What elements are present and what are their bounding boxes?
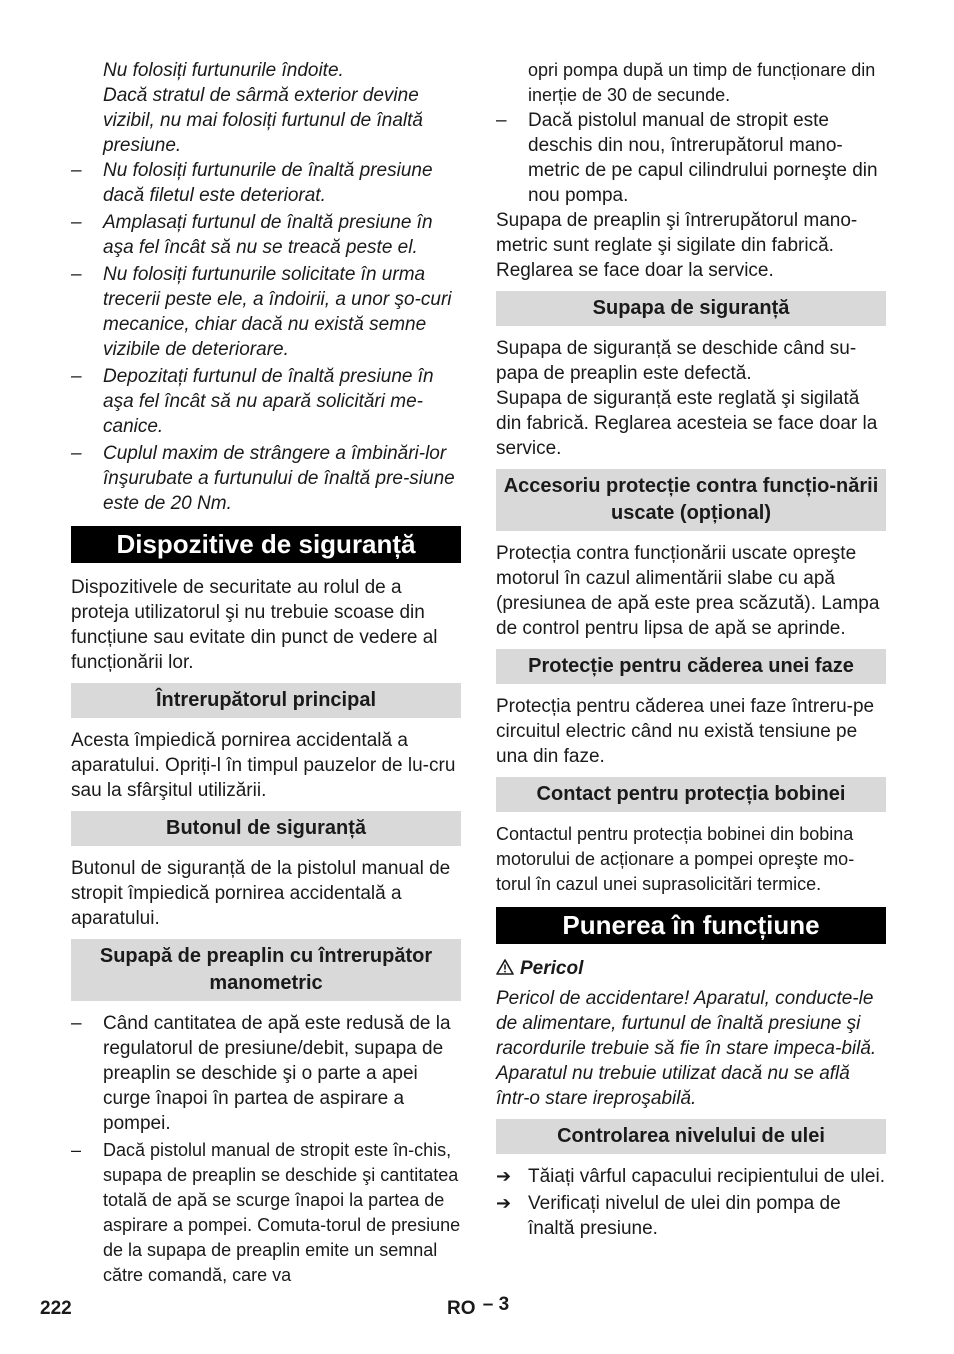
danger-text: Pericol de accidentare! Aparatul, conducte-le de alimentare, furtunul de înaltă presiune şi racordurile trebuie să fie în stare impeca-bilă. Aparatul nu trebuie utilizat dacă nu se află într-o stare ireproşabilă.: [496, 988, 877, 1109]
list-item: [71, 364, 461, 439]
list-item-text: Dacă pistolul manual de stropit este deschis din nou, întrerupătorul mano-metric de pe capul cilindrului porneşte din nou pompa.: [528, 110, 878, 206]
dash-marker: –: [71, 264, 82, 285]
dash-marker: –: [71, 1013, 82, 1034]
list-item-text: Nu folosiți furtunurile de înaltă presiune dacă filetul este deteriorat.: [103, 160, 433, 206]
continuation-text: opri pompa după un timp de funcționare din inerție de 30 de secunde.: [528, 60, 876, 105]
footer-label: [447, 1294, 510, 1320]
subsection-title-safety-valve: Supapa de siguranță: [496, 291, 886, 326]
list-item-text: Cuplul maxim de strângere a îmbinări-lor înşurubate a furtunului de înaltă pre-siune este de 20 Nm.: [103, 443, 455, 514]
footer-section: – 3: [482, 1294, 510, 1315]
section-title-safety-devices: Dispozitive de siguranță: [71, 526, 461, 563]
intro-line-2: Dacă stratul de sârmă exterior devine vizibil, nu mai folosiți furtunul de înaltă presiune.: [103, 85, 423, 156]
subsection-title-main-switch: Întrerupătorul principal: [71, 683, 461, 718]
subsection-title-coil-protection: Contact pentru protecția bobinei: [496, 777, 886, 812]
list-item: [71, 158, 461, 208]
list-item: [496, 1164, 886, 1189]
arrow-right-icon: ➔: [496, 1193, 512, 1213]
intro-bullet-list: [71, 158, 461, 516]
list-item: [71, 1011, 461, 1136]
section-title-startup: Punerea în funcțiune: [496, 907, 886, 944]
list-item-text: Amplasați furtunul de înaltă presiune în aşa fel încât să nu se treacă peste el.: [103, 212, 433, 258]
list-item-text: Dacă pistolul manual de stropit este în-chis, supapa de preaplin se deschide şi cantitatea totală de apă se scurge înapoi la partea de aspirare a pompei. Comuta-torul de presiune de la supapa de preaplin emite un semnal către comandă, care va: [103, 1140, 461, 1285]
dash-marker: –: [71, 366, 82, 387]
list-item: [496, 1191, 886, 1241]
list-item-text: Când cantitatea de apă este redusă de la regulatorul de presiune/debit, supapa de preaplin se deschide şi o parte a apei curge înapoi în partea de aspirare a pompei.: [103, 1013, 451, 1134]
list-item-text: Tăiați vârful capacului recipientului de ulei.: [528, 1166, 885, 1187]
list-item-text: Nu folosiți furtunurile solicitate în urma trecerii peste ele, a îndoirii, a unor şo-curi mecanice, chiar dacă nu există semne vizibile de deteriorare.: [103, 264, 452, 360]
subsection-title-phase-failure: Protecție pentru căderea unei faze: [496, 649, 886, 684]
list-item: [71, 210, 461, 260]
safety-devices-text: Dispozitivele de securitate au rolul de a proteja utilizatorul şi nu trebuie scoase din funcțiune sau evitate din punct de vedere al funcționării lor.: [71, 577, 438, 673]
danger-heading: [496, 956, 886, 981]
right-column: [496, 58, 886, 1241]
list-item-text: Verificați nivelul de ulei din pompa de înaltă presiune.: [528, 1193, 841, 1239]
safety-valve-text-1: Supapa de siguranță se deschide când su-papa de preaplin este defectă.: [496, 338, 857, 384]
main-switch-text: Acesta împiedică pornirea accidentală a aparatului. Opriți-l în timpul pauzelor de lu-cru sau la sfârşitul utilizării.: [71, 730, 456, 801]
oil-steps-list: [496, 1164, 886, 1241]
subsection-title-dry-run: Accesoriu protecție contra funcțio-nării uscate (opțional): [496, 469, 886, 531]
overflow-bullet-list: [71, 1011, 461, 1288]
footer-lang: RO: [447, 1298, 476, 1319]
continuation-bullet-list: [496, 108, 886, 208]
warning-triangle-icon: [496, 959, 514, 975]
dry-run-text: Protecția contra funcționării uscate opreşte motorul în cazul alimentării slabe cu apă (presiunea de apă este prea scăzută). Lampa de control pentru lipsa de apă se aprinde.: [496, 543, 880, 639]
dash-marker: –: [71, 212, 82, 233]
subsection-title-oil-level: Controlarea nivelului de ulei: [496, 1119, 886, 1154]
danger-label: Pericol: [520, 958, 584, 979]
phase-failure-text: Protecția pentru căderea unei faze întreru-pe circuitul electric când nu există tensiune pe una din faze.: [496, 696, 875, 767]
left-column: [71, 58, 461, 1288]
dash-marker: –: [496, 110, 507, 131]
dash-marker: –: [71, 160, 82, 181]
dash-marker: –: [71, 1140, 82, 1160]
arrow-right-icon: ➔: [496, 1166, 512, 1186]
subsection-title-overflow-valve: Supapă de preaplin cu întrerupător manometric: [71, 939, 461, 1001]
intro-line-1: Nu folosiți furtunurile îndoite.: [103, 60, 344, 81]
safety-button-text: Butonul de siguranță de la pistolul manual de stropit împiedică pornirea accidentală a aparatului.: [71, 858, 451, 929]
overflow-note-text: Supapa de preaplin şi întrerupătorul mano-metric sunt reglate şi sigilate din fabrică. Reglarea se face doar la service.: [496, 210, 858, 281]
list-item: [71, 262, 461, 362]
list-item: [496, 108, 886, 208]
safety-valve-text-2: Supapa de siguranță este reglată şi sigilată din fabrică. Reglarea acesteia se face doar la service.: [496, 388, 878, 459]
coil-protection-text: Contactul pentru protecția bobinei din bobina motorului de acționare a pompei opreşte mo-torul în cazul unei suprasolicitări termice.: [496, 824, 855, 894]
dash-marker: –: [71, 443, 82, 464]
list-item: [71, 441, 461, 516]
list-item: [71, 1138, 461, 1288]
page-number: 222: [40, 1298, 72, 1319]
list-item-text: Depozitați furtunul de înaltă presiune în aşa fel încât să nu apară solicitări me-canice.: [103, 366, 434, 437]
subsection-title-safety-button: Butonul de siguranță: [71, 811, 461, 846]
